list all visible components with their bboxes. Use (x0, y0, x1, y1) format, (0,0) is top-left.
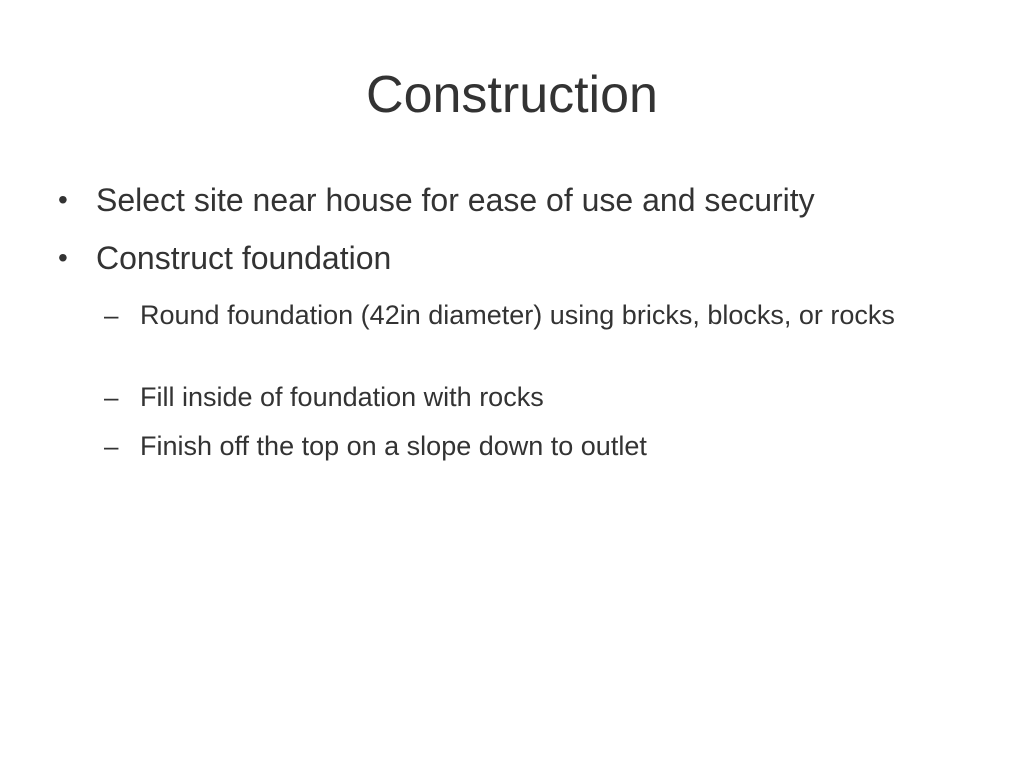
slide-title: Construction (366, 66, 658, 124)
bullet-text: Select site near house for ease of use and security (96, 182, 815, 218)
bullet-dot-icon: • (58, 242, 68, 273)
subbullet-text: Round foundation (42in diameter) using bricks, blocks, or rocks (140, 300, 895, 330)
dash-icon: – (104, 382, 119, 412)
dash-icon: – (104, 431, 119, 461)
subbullet-text: Fill inside of foundation with rocks (140, 382, 544, 412)
dash-icon: – (104, 300, 119, 330)
bullet-dot-icon: • (58, 184, 68, 215)
bullet-text: Construct foundation (96, 240, 392, 276)
subbullet-text: Finish off the top on a slope down to outlet (140, 431, 647, 461)
